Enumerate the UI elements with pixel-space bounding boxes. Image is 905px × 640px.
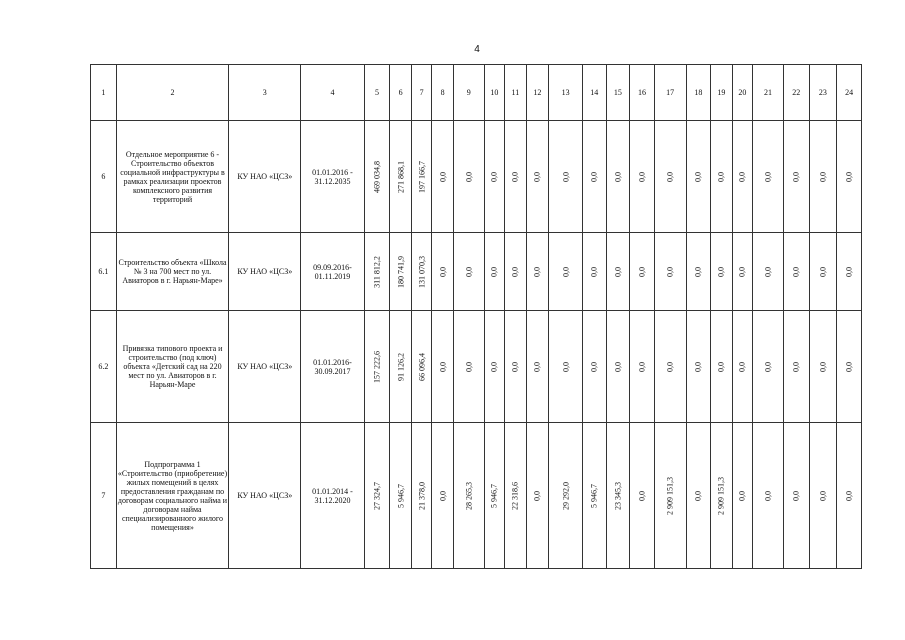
- column-header-22: 22: [783, 65, 809, 121]
- value-cell: [549, 423, 583, 569]
- value-text: 0,0: [693, 266, 703, 277]
- value-text: 0,0: [665, 361, 675, 372]
- executor-cell: КУ НАО «ЦСЗ»: [229, 423, 301, 569]
- data-table: [90, 64, 862, 569]
- value-cell: [783, 233, 809, 311]
- value-cell: [837, 121, 862, 233]
- value-text: 0,0: [737, 361, 747, 372]
- value-text: 0,0: [438, 171, 448, 182]
- value-text: 0,0: [763, 361, 773, 372]
- value-cell: [583, 423, 607, 569]
- value-cell: [583, 233, 607, 311]
- value-text: 180 741,9: [396, 255, 406, 288]
- value-cell: [411, 121, 432, 233]
- value-cell: [364, 121, 390, 233]
- value-cell: [732, 311, 753, 423]
- value-text: 0,0: [510, 266, 520, 277]
- value-text: 271 868,1: [396, 160, 406, 193]
- value-text: 5 946,7: [589, 483, 599, 508]
- value-cell: [390, 121, 412, 233]
- value-cell: [526, 233, 549, 311]
- header-row: [91, 65, 862, 121]
- value-cell: [364, 233, 390, 311]
- value-text: 28 265,3: [464, 481, 474, 510]
- value-text: 0,0: [844, 266, 854, 277]
- value-cell: [549, 233, 583, 311]
- value-text: 0,0: [510, 361, 520, 372]
- value-text: 0,0: [532, 171, 542, 182]
- value-cell: [606, 121, 630, 233]
- value-cell: [411, 423, 432, 569]
- value-text: 0,0: [510, 171, 520, 182]
- page-number: 4: [474, 44, 480, 55]
- value-text: 0,0: [716, 171, 726, 182]
- value-cell: [654, 121, 686, 233]
- value-cell: [630, 121, 655, 233]
- value-text: 0,0: [464, 266, 474, 277]
- value-cell: [549, 311, 583, 423]
- value-text: 0,0: [561, 266, 571, 277]
- value-text: 0,0: [716, 361, 726, 372]
- value-cell: [783, 121, 809, 233]
- value-cell: [549, 121, 583, 233]
- value-cell: [630, 311, 655, 423]
- value-text: 0,0: [737, 266, 747, 277]
- value-text: 0,0: [532, 361, 542, 372]
- value-text: 0,0: [637, 490, 647, 501]
- value-text: 2 909 151,3: [665, 476, 675, 515]
- value-cell: [432, 311, 454, 423]
- executor-cell: КУ НАО «ЦСЗ»: [229, 311, 301, 423]
- value-cell: [505, 233, 527, 311]
- column-header-10: 10: [484, 65, 505, 121]
- value-text: 0,0: [589, 171, 599, 182]
- value-text: 0,0: [589, 266, 599, 277]
- value-text: 0,0: [464, 171, 474, 182]
- value-cell: [630, 233, 655, 311]
- value-text: 0,0: [532, 266, 542, 277]
- value-cell: [753, 311, 784, 423]
- value-text: 311 812,2: [372, 255, 382, 288]
- value-text: 0,0: [613, 266, 623, 277]
- column-header-11: 11: [505, 65, 527, 121]
- value-cell: [526, 311, 549, 423]
- value-text: 0,0: [818, 266, 828, 277]
- value-cell: [526, 121, 549, 233]
- value-cell: [390, 311, 412, 423]
- column-header-16: 16: [630, 65, 655, 121]
- column-header-15: 15: [606, 65, 630, 121]
- value-text: 0,0: [693, 490, 703, 501]
- value-cell: [453, 233, 484, 311]
- period-cell: 01.01.2014 - 31.12.2020: [301, 423, 365, 569]
- value-text: 21 378,0: [417, 481, 427, 510]
- value-cell: [432, 423, 454, 569]
- value-cell: [606, 423, 630, 569]
- value-cell: [686, 233, 711, 311]
- value-cell: [711, 233, 733, 311]
- value-cell: [686, 121, 711, 233]
- value-cell: [753, 423, 784, 569]
- column-header-19: 19: [711, 65, 733, 121]
- value-text: 0,0: [665, 266, 675, 277]
- value-cell: [686, 423, 711, 569]
- value-cell: [364, 311, 390, 423]
- value-cell: [837, 233, 862, 311]
- value-cell: [837, 423, 862, 569]
- value-cell: [484, 121, 505, 233]
- table-body: [91, 121, 862, 569]
- value-text: 0,0: [637, 266, 647, 277]
- value-cell: [654, 311, 686, 423]
- column-header-5: 5: [364, 65, 390, 121]
- column-header-17: 17: [654, 65, 686, 121]
- value-cell: [711, 311, 733, 423]
- value-cell: [711, 423, 733, 569]
- value-text: 0,0: [438, 361, 448, 372]
- value-cell: [753, 121, 784, 233]
- value-text: 0,0: [665, 171, 675, 182]
- value-cell: [364, 423, 390, 569]
- row-number-cell: 7: [91, 423, 117, 569]
- value-text: 0,0: [818, 361, 828, 372]
- value-text: 0,0: [791, 361, 801, 372]
- value-text: 66 096,4: [417, 352, 427, 381]
- period-cell: 01.01.2016 - 31.12.2035: [301, 121, 365, 233]
- value-cell: [654, 233, 686, 311]
- value-cell: [809, 423, 837, 569]
- period-cell: 09.09.2016-01.11.2019: [301, 233, 365, 311]
- column-header-3: 3: [229, 65, 301, 121]
- value-cell: [783, 311, 809, 423]
- value-text: 0,0: [438, 266, 448, 277]
- value-text: 0,0: [532, 490, 542, 501]
- value-text: 0,0: [693, 171, 703, 182]
- row-name-cell: Привязка типового проекта и строительство (под ключ) объекта «Детский сад на 220 мест по ул. Авиаторов в г. Нарьян-Маре: [116, 311, 229, 423]
- table-row: [91, 311, 862, 423]
- value-cell: [654, 423, 686, 569]
- value-cell: [411, 233, 432, 311]
- value-text: 23 345,3: [613, 481, 623, 510]
- value-text: 0,0: [791, 171, 801, 182]
- value-cell: [453, 311, 484, 423]
- value-cell: [630, 423, 655, 569]
- value-text: 469 034,8: [372, 160, 382, 193]
- value-cell: [390, 423, 412, 569]
- value-cell: [753, 233, 784, 311]
- value-cell: [732, 233, 753, 311]
- value-text: 0,0: [844, 171, 854, 182]
- value-text: 2 909 151,3: [716, 476, 726, 515]
- value-text: 197 166,7: [417, 160, 427, 193]
- column-header-12: 12: [526, 65, 549, 121]
- column-header-4: 4: [301, 65, 365, 121]
- value-cell: [583, 311, 607, 423]
- value-cell: [453, 121, 484, 233]
- column-header-6: 6: [390, 65, 412, 121]
- value-text: 0,0: [489, 361, 499, 372]
- executor-cell: КУ НАО «ЦСЗ»: [229, 121, 301, 233]
- value-text: 0,0: [818, 171, 828, 182]
- value-text: 0,0: [716, 266, 726, 277]
- value-text: 0,0: [637, 361, 647, 372]
- value-text: 5 946,7: [489, 483, 499, 508]
- value-text: 157 222,6: [372, 350, 382, 383]
- row-number-cell: 6.1: [91, 233, 117, 311]
- value-text: 0,0: [637, 171, 647, 182]
- column-header-24: 24: [837, 65, 862, 121]
- column-header-9: 9: [453, 65, 484, 121]
- column-header-20: 20: [732, 65, 753, 121]
- value-cell: [432, 233, 454, 311]
- value-cell: [732, 423, 753, 569]
- value-text: 0,0: [844, 490, 854, 501]
- column-header-2: 2: [116, 65, 229, 121]
- column-header-8: 8: [432, 65, 454, 121]
- column-header-13: 13: [549, 65, 583, 121]
- value-cell: [837, 311, 862, 423]
- value-cell: [411, 311, 432, 423]
- value-text: 0,0: [818, 490, 828, 501]
- value-cell: [783, 423, 809, 569]
- row-number-cell: 6: [91, 121, 117, 233]
- column-header-14: 14: [583, 65, 607, 121]
- row-name-cell: Подпрограмма 1 «Строительство (приобретение) жилых помещений в целях предоставления гражданам по договорам социального найма и договорам найма специализированного жилого помещения»: [116, 423, 229, 569]
- value-text: 0,0: [613, 361, 623, 372]
- value-cell: [711, 121, 733, 233]
- column-header-18: 18: [686, 65, 711, 121]
- value-text: 0,0: [561, 171, 571, 182]
- value-text: 131 070,3: [417, 255, 427, 288]
- value-text: 0,0: [737, 171, 747, 182]
- value-text: 0,0: [464, 361, 474, 372]
- value-text: 0,0: [438, 490, 448, 501]
- value-text: 0,0: [763, 171, 773, 182]
- value-text: 0,0: [561, 361, 571, 372]
- value-cell: [809, 233, 837, 311]
- value-text: 27 324,7: [372, 481, 382, 510]
- table-row: [91, 121, 862, 233]
- table-row: [91, 233, 862, 311]
- value-cell: [432, 121, 454, 233]
- value-cell: [732, 121, 753, 233]
- value-cell: [453, 423, 484, 569]
- value-cell: [606, 311, 630, 423]
- value-text: 0,0: [613, 171, 623, 182]
- row-number-cell: 6.2: [91, 311, 117, 423]
- row-name-cell: Строительство объекта «Школа № 3 на 700 мест по ул. Авиаторов в г. Нарьян-Маре»: [116, 233, 229, 311]
- column-header-1: 1: [91, 65, 117, 121]
- value-text: 0,0: [763, 266, 773, 277]
- row-name-cell: Отдельное мероприятие 6 - Строительство объектов социальной инфраструктуры в рамках реализации проектов комплексного развития территорий: [116, 121, 229, 233]
- value-text: 0,0: [693, 361, 703, 372]
- column-header-21: 21: [753, 65, 784, 121]
- value-cell: [809, 121, 837, 233]
- value-text: 91 126,2: [396, 352, 406, 381]
- value-cell: [583, 121, 607, 233]
- value-cell: [606, 233, 630, 311]
- value-cell: [505, 423, 527, 569]
- value-text: 0,0: [737, 490, 747, 501]
- column-header-7: 7: [411, 65, 432, 121]
- value-cell: [505, 311, 527, 423]
- value-text: 0,0: [489, 171, 499, 182]
- value-cell: [390, 233, 412, 311]
- value-text: 0,0: [763, 490, 773, 501]
- value-text: 0,0: [791, 266, 801, 277]
- value-cell: [484, 233, 505, 311]
- value-cell: [809, 311, 837, 423]
- value-text: 0,0: [844, 361, 854, 372]
- value-text: 0,0: [791, 490, 801, 501]
- value-text: 0,0: [589, 361, 599, 372]
- value-cell: [686, 311, 711, 423]
- value-cell: [484, 423, 505, 569]
- value-text: 29 292,0: [561, 481, 571, 510]
- executor-cell: КУ НАО «ЦСЗ»: [229, 233, 301, 311]
- value-cell: [526, 423, 549, 569]
- column-header-23: 23: [809, 65, 837, 121]
- value-cell: [505, 121, 527, 233]
- value-cell: [484, 311, 505, 423]
- period-cell: 01.01.2016-30.09.2017: [301, 311, 365, 423]
- value-text: 0,0: [489, 266, 499, 277]
- value-text: 22 318,6: [510, 481, 520, 510]
- table-row: [91, 423, 862, 569]
- value-text: 5 946,7: [396, 483, 406, 508]
